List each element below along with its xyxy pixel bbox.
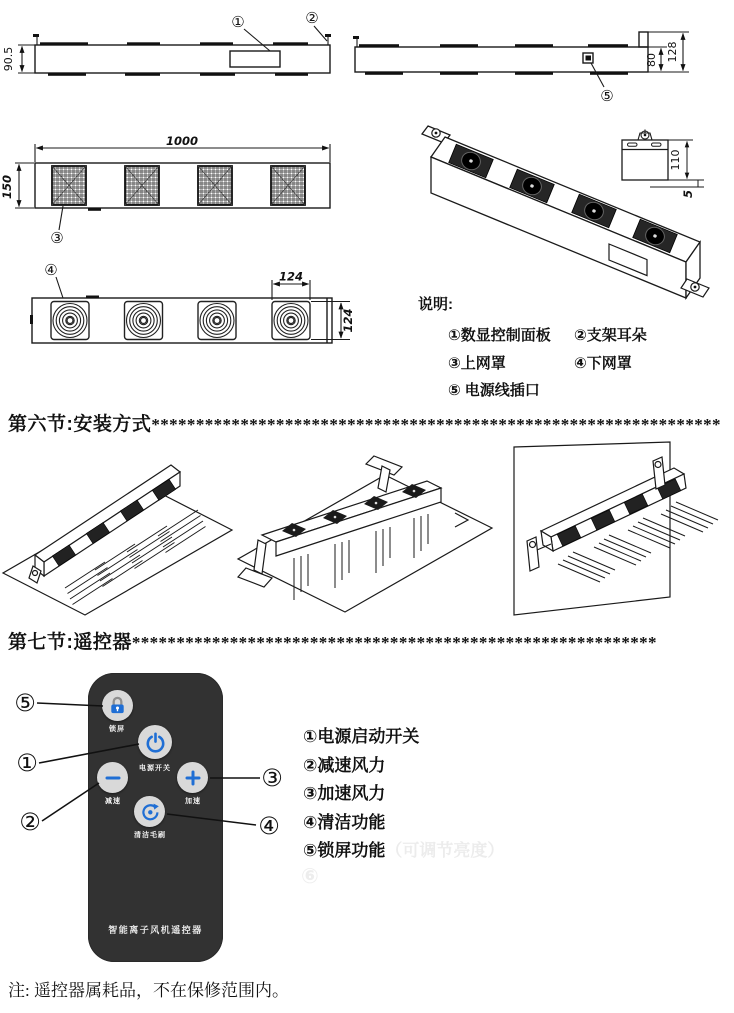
fan-grille xyxy=(198,302,236,340)
installation-figures xyxy=(0,440,734,630)
callout-3: ③ xyxy=(50,229,64,247)
section6-asterisks: **************************************************************** xyxy=(151,415,721,434)
section7-heading xyxy=(8,630,657,657)
parts-item: ①数显控制面板 xyxy=(448,327,551,344)
install-figure-bracket xyxy=(238,456,492,612)
dim-128: 128 xyxy=(666,41,679,63)
parts-item: ②支架耳朵 xyxy=(574,327,647,344)
remote-legend-item: ③加速风力 xyxy=(303,784,386,804)
remote-legend-item: ②减速风力 xyxy=(303,755,386,775)
clean-button-label: 清洁毛刷 xyxy=(134,832,166,839)
dim-124-h: 124 xyxy=(341,308,355,333)
remote-callout-3: ③ xyxy=(261,764,283,792)
callout-2: ② xyxy=(305,9,319,27)
parts-legend-items xyxy=(448,322,647,405)
remote-legend-item: ①电源启动开关 xyxy=(303,727,420,746)
dim-1000: 1000 xyxy=(165,134,199,148)
fan-grille xyxy=(125,302,163,340)
side-view xyxy=(622,130,704,188)
front-view-drawing xyxy=(0,0,345,110)
install-figure-flat xyxy=(3,465,232,615)
section6-title: 第六节:安装方式 xyxy=(8,414,152,435)
section7-title: 第七节:遥控器 xyxy=(8,632,132,653)
dim-90-5: 90.5 xyxy=(2,46,15,72)
rear-view-drawing xyxy=(345,0,734,110)
remote-callout-1: ① xyxy=(16,749,38,777)
section7-asterisks: *********************************************************** xyxy=(131,633,657,652)
fan-grille xyxy=(51,302,89,340)
footer-note: 注: 遥控器属耗品，不在保修范围内。 xyxy=(8,981,289,1000)
parts-item: ③上网罩 xyxy=(448,354,506,372)
remote-legend xyxy=(303,723,504,866)
callout-4: ④ xyxy=(44,261,58,279)
remote-brand-label: 智能离子风机遥控器 xyxy=(108,925,203,935)
callout-5: ⑤ xyxy=(600,87,614,105)
minus-button-label: 减速 xyxy=(105,798,121,805)
remote-callout-5: ⑤ xyxy=(14,689,36,717)
bracket-ear-edge xyxy=(639,32,648,47)
top-louvres xyxy=(353,36,628,75)
dim-150: 150 xyxy=(0,174,14,200)
mesh-grilles xyxy=(52,166,305,205)
bottom-view-drawing xyxy=(0,255,360,400)
dim-5: 5 xyxy=(681,189,695,199)
lock-button-label: 锁屏 xyxy=(109,726,125,733)
display-panel-outline xyxy=(230,51,280,67)
remote-legend-item: ⑤锁屏功能（可调节亮度） xyxy=(303,841,505,861)
top-view-drawing xyxy=(0,130,360,260)
callout-1: ① xyxy=(231,13,245,31)
fan-grilles xyxy=(51,302,310,340)
install-figure-wall xyxy=(514,442,718,615)
top-louvres xyxy=(33,34,331,76)
parts-item: ⑤ 电源线插口 xyxy=(448,382,540,399)
remote-legend-item: ④清洁功能 xyxy=(303,812,386,832)
power-button-label: 电源开关 xyxy=(139,765,171,772)
parts-item: ④下网罩 xyxy=(574,354,632,372)
parts-legend-title: 说明: xyxy=(418,296,453,313)
remote-callout-4: ④ xyxy=(258,812,280,840)
dim-110: 110 xyxy=(669,149,682,171)
dim-80: 80 xyxy=(645,53,658,67)
plus-button-label: 加速 xyxy=(185,798,201,805)
ghost-circled-six: ⑥ xyxy=(301,865,319,888)
fan-grille xyxy=(272,302,310,340)
remote-callout-2: ② xyxy=(19,808,41,836)
isometric-view-drawing xyxy=(400,110,734,300)
section6-heading xyxy=(8,412,721,439)
dim-124-w: 124 xyxy=(278,269,304,284)
parts-legend xyxy=(418,293,647,405)
